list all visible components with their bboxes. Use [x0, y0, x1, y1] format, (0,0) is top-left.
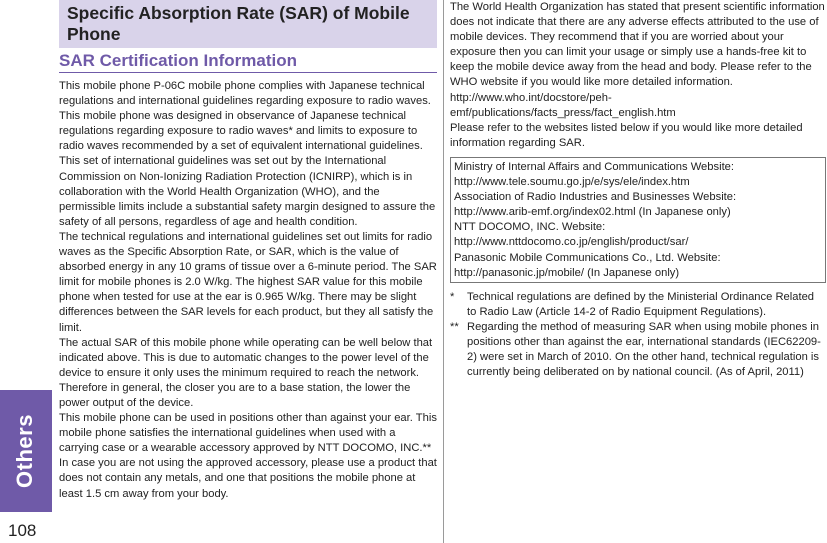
subsection-title: SAR Certification Information	[59, 51, 437, 73]
left-column	[59, 0, 437, 502]
ref-link[interactable]: http://www.nttdocomo.co.jp/english/product/sar/	[454, 236, 689, 249]
footnote	[450, 320, 826, 380]
footnote-mark: **	[450, 320, 459, 333]
side-tab-label	[4, 390, 46, 512]
left-body	[59, 79, 437, 502]
paragraph: Please refer to the websites listed below if you would like more detailed information regarding SAR.	[450, 121, 803, 149]
ref-label: Ministry of Internal Affairs and Communications Website:	[454, 160, 735, 173]
who-link[interactable]: http://www.who.int/docstore/peh-emf/publications/facts_press/fact_english.htm	[450, 91, 676, 119]
ref-link[interactable]: http://panasonic.jp/mobile/ (In Japanese only)	[454, 266, 680, 279]
footnote-text: Technical regulations are defined by the Ministerial Ordinance Related to Radio Law (Article 14-2 of Radio Equipment Regulations).	[467, 290, 815, 318]
right-body	[450, 0, 826, 151]
paragraph: This mobile phone can be used in positions other than against your ear. This mobile phone satisfies the international guidelines when used with a carrying case or a wearable accessory approved by NTT DOCOMO, INC.** In case you are not using the approved accessory, please use a product that does not contain any metals, and one that positions the mobile phone at least 1.5 cm away from your body.	[59, 412, 437, 500]
footnote	[450, 290, 826, 320]
column-divider	[443, 0, 444, 543]
side-tab-text: Others	[12, 414, 38, 488]
paragraph: This mobile phone P-06C mobile phone complies with Japanese technical regulations and international guidelines regarding exposure to radio waves.	[59, 80, 431, 108]
section-side-tab	[0, 0, 52, 543]
paragraph: The World Health Organization has stated that present scientific information does not indicate that there are any adverse effects attributed to the use of mobile devices. They recommend that if you are worried about your exposure then you can limit your usage or simply use a hands-free kit to keep the mobile device away from the head and body. Please refer to the WHO website if you would like more detailed information.	[450, 1, 825, 89]
footnote-mark: *	[450, 290, 455, 303]
ref-link[interactable]: http://www.arib-emf.org/index02.html (In Japanese only)	[454, 206, 731, 219]
paragraph: This mobile phone was designed in observance of Japanese technical regulations regarding exposure to radio waves* and limits to exposure to radio waves recommended by a set of equivalent international guidelines. This set of international guidelines was set out by the International Commission on Non-Ionizing Radiation Protection (ICNIRP), which is in collaboration with the World Health Organization (WHO), and the permissible limits include a substantial safety margin designed to assure the safety of all persons, regardless of age and health condition.	[59, 110, 436, 228]
paragraph: The actual SAR of this mobile phone while operating can be well below that indicated above. This is due to automatic changes to the power level of the device to ensure it only uses the minimum required to reach the network. Therefore in general, the closer you are to a base station, the lower the power output of the device.	[59, 336, 433, 409]
section-title: Specific Absorption Rate (SAR) of Mobile Phone	[59, 0, 437, 48]
reference-box	[450, 157, 826, 283]
footnotes	[450, 290, 826, 381]
ref-label: NTT DOCOMO, INC. Website:	[454, 221, 606, 234]
footnote-text: Regarding the method of measuring SAR when using mobile phones in positions other than against the ear, international standards (IEC62209-2) were set in March of 2010. On the other hand, technical regulation is currently being deliberated on by national council. (As of April, 2011)	[467, 320, 821, 379]
page-number: 108	[8, 521, 37, 540]
ref-label: Association of Radio Industries and Businesses Website:	[454, 191, 737, 204]
ref-label: Panasonic Mobile Communications Co., Ltd. Website:	[454, 251, 721, 264]
right-column	[450, 0, 826, 380]
paragraph: The technical regulations and international guidelines set out limits for radio waves as the Specific Absorption Rate, or SAR, which is the value of absorbed energy in any 10 grams of tissue over a 6-minute period. The SAR limit for mobile phones is 2.0 W/kg. The highest SAR value for this mobile phone when tested for use at the ear is 0.965 W/kg. There may be slight differences between the SAR levels for each product, but they all satisfy the limit.	[59, 230, 437, 334]
ref-link[interactable]: http://www.tele.soumu.go.jp/e/sys/ele/index.htm	[454, 176, 690, 189]
